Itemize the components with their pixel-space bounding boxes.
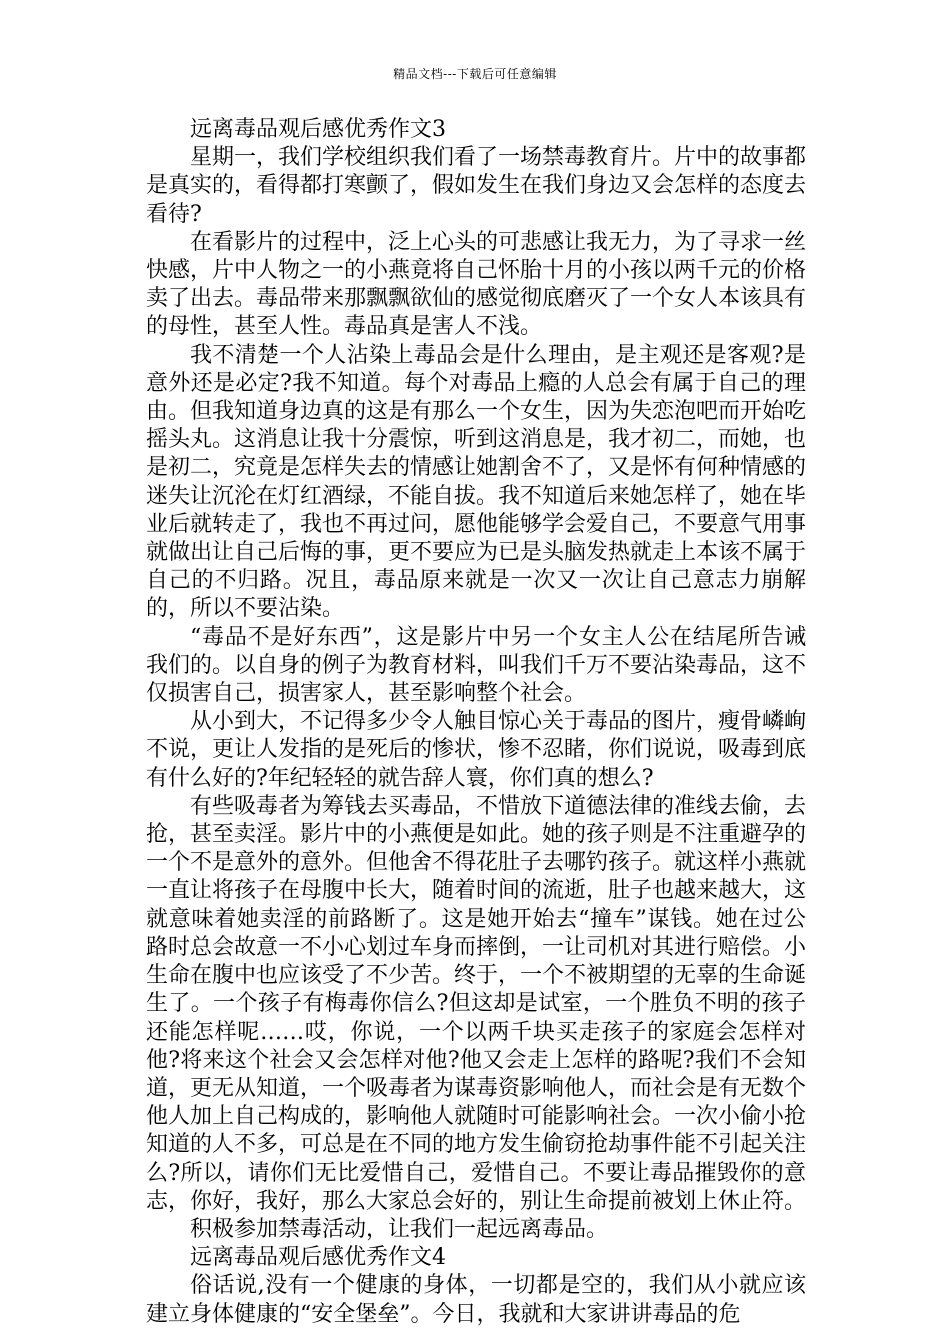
essay-title-4: 远离毒品观后感优秀作文4: [190, 1245, 446, 1271]
paragraph: 俗话说,没有一个健康的身体，一切都是空的，我们从小就应该建立身体健康的“安全堡垒”。今日，我就和大家讲讲毒品的危: [146, 1273, 806, 1327]
essay-title-3: 远离毒品观后感优秀作文3: [190, 117, 446, 142]
paragraph: 星期一，我们学校组织我们看了一场禁毒教育片。片中的故事都是真实的，看得都打寒颤了，假如发生在我们身边又会怎样的态度去看待?: [146, 145, 807, 227]
paragraph: 我不清楚一个人沾染上毒品会是什么理由，是主观还是客观?是意外还是必定?我不知道。每个对毒品上瘾的人总会有属于自己的理由。但我知道身边真的这是有那么一个女生，因为失恋泡吧而开始吃摇头丸。这消息让我十分震惊，听到这消息是，我才初二，而她，也是初二，究竟是怎样失去的情感让她割舍不了，又是怀有何种情感的迷失让沉沦在灯红酒绿，不能自拔。我不知道后来她怎样了，她在毕业后就转走了，我也不再过问，愿他能够学会爱自己，不要意气用事就做出让自己后悔的事，更不要应为已是头脑发热就走上本该不属于自己的不归路。况且，毒品原来就是一次又一次让自己意志力崩解的，所以不要沾染。: [146, 342, 807, 622]
paragraph: 在看影片的过程中，泛上心头的可悲感让我无力，为了寻求一丝快感，片中人物之一的小燕竟将自己怀胎十月的小孩以两千元的价格卖了出去。毒品带来那飘飘欲仙的感觉彻底磨灭了一个女人本该具有的母性，甚至人性。毒品真是害人不浅。: [146, 229, 807, 340]
paragraph: 从小到大，不记得多少令人触目惊心关于毒品的图片，瘦骨嶙峋不说，更让人发指的是死后的惨状，惨不忍睹，你们说说，吸毒到底有什么好的?年纪轻轻的就告辞人寰，你们真的想么?: [146, 709, 807, 791]
paragraph: 积极参加禁毒活动，让我们一起远离毒品。: [190, 1216, 609, 1242]
document-body: [146, 116, 806, 1329]
paragraph: 有些吸毒者为筹钱去买毒品，不惜放下道德法律的准线去偷，去抢，甚至卖淫。影片中的小燕便是如此。她的孩子则是不注重避孕的一个不是意外的意外。但他舍不得花肚子去哪钓孩子。就这样小燕就一直让将孩子在母腹中长大，随着时间的流逝，肚子也越来越大，这就意味着她卖淫的前路断了。这是她开始去“撞车”谋钱。她在过公路时总会故意一不小心划过车身而摔倒，一让司机对其进行赔偿。小生命在腹中也应该受了不少苦。终于，一个不被期望的无辜的生命诞生了。一个孩子有梅毒你信么?但这却是试室，一个胜负不明的孩子还能怎样呢……哎，你说，一个以两千块买走孩子的家庭会怎样对他?将来这个社会又会怎样对他?他又会走上怎样的路呢?我们不会知道，更无从知道，一个吸毒者为谋毒资影响他人，而社会是有无数个他人加上自己构成的，影响他人就随时可能影响社会。一次小偷小抢知道的人不多，可总是在不同的地方发生偷窃抢劫事件能不引起关注么?所以，请你们无比爱惜自己，爱惜自己。不要让毒品摧毁你的意志，你好，我好，那么大家总会好的，别让生命提前被划上休止符。: [146, 793, 807, 1214]
page-header: 精品文档---下载后可任意编辑: [393, 67, 557, 81]
paragraph: “毒品不是好东西”，这是影片中另一个女主人公在结尾所告诫我们的。以自身的例子为教育材料，叫我们千万不要沾染毒品，这不仅损害自己，损害家人，甚至影响整个社会。: [146, 624, 807, 707]
